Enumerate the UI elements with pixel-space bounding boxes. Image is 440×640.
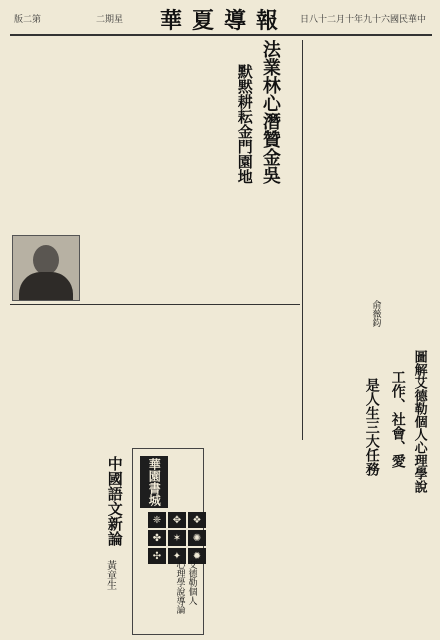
newspaper-title: 華夏導報: [160, 8, 289, 34]
section-divider: [10, 304, 300, 305]
psych-headline-2: 工作、社會、愛: [389, 370, 406, 468]
glyph-h-icon: ✦: [168, 548, 186, 564]
forestry-body-right: [290, 40, 430, 345]
psych-author: 俞薇鈞: [370, 300, 381, 327]
glyph-g-icon: ✣: [148, 548, 166, 564]
portrait-photo: [12, 235, 80, 301]
glyph-d-icon: ✤: [148, 530, 166, 546]
box-caption-2: 心理學說導論: [174, 560, 185, 614]
forestry-body-far-left: [12, 40, 78, 230]
forestry-body-lower: [82, 234, 302, 300]
glyph-a-icon: ❈: [148, 512, 166, 528]
glyph-b-icon: ✥: [168, 512, 186, 528]
issue-date: 日八十二月十年九十六國民華中: [299, 15, 426, 25]
weekday-label: 二期星: [96, 15, 124, 25]
bookstore-banner: 華園書城: [140, 456, 168, 508]
page-label: 版二第: [14, 15, 42, 25]
forestry-headline-1: 法業林心潛贊金吳: [259, 40, 281, 184]
glyph-e-icon: ✶: [168, 530, 186, 546]
psych-body: [205, 310, 355, 535]
chinese-body-upper: [12, 310, 202, 442]
glyph-i-icon: ✹: [188, 548, 206, 564]
psych-body-lower: [306, 532, 432, 632]
forestry-headline-2: 默黙耕耘金門園地: [235, 64, 254, 184]
forestry-body-left: [82, 40, 232, 230]
box-caption-1: 艾德勒個人: [186, 560, 197, 605]
chinese-body: [12, 452, 100, 632]
chinese-author: 黃章生: [104, 560, 116, 590]
icon-grid: [148, 512, 206, 564]
psych-headline-1: 圖解艾德勒個人心理學說: [411, 350, 427, 493]
psych-body-lower-left: [205, 540, 303, 632]
chinese-headline: 中國語文新論: [105, 456, 124, 546]
masthead: [10, 4, 432, 36]
psych-headline-3: 是人生三大任務: [363, 378, 380, 476]
glyph-c-icon: ❖: [188, 512, 206, 528]
glyph-f-icon: ✺: [188, 530, 206, 546]
